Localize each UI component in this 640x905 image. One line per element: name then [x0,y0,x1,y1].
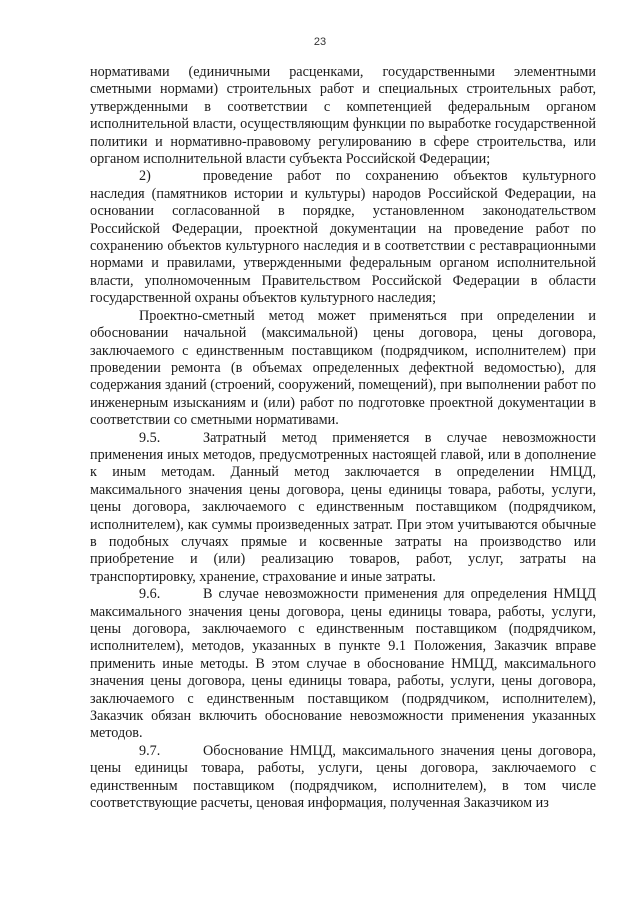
paragraph-text: Затратный метод применяется в случае невозможности применения иных методов, предусмотренных настоящей главой, или в дополнение к иным методам. Данный метод заключается в определении НМЦД, максимального значения цены договора, цены единицы товара, работы, услуги, цены договора, заключаемого с единственным поставщиком (подрядчиком, исполнителем), как суммы произведенных затрат. При этом учитываются обычные в подобных случаях прямые и косвенные затраты на производство или приобретение и (или) реализацию товаров, работ, услуг, затраты на транспортировку, хранение, страхование и иные затраты. [90,429,596,585]
paragraph-text: В случае невозможности применения для определения НМЦД максимального значения цены договора, цены единицы товара, работы, услуги, цены договора, заключаемого с единственным поставщиком (подрядчиком, исполнителем), методов, указанных в пункте 9.1 Положения, Заказчик вправе применить иные методы. В этом случае в обоснование НМЦД, максимального значения цены договора, цены единицы товара, работы, услуги, цены договора, заключаемого с единственным поставщиком (подрядчиком, исполнителем), Заказчик обязан включить обоснование невозможности применения указанных методов. [90,586,596,742]
section-number: 9.6. [139,586,161,603]
page-number: 23 [313,36,327,48]
paragraph-1 [90,64,596,168]
paragraph-text: нормативами (единичными расценками, государственными элементными сметными нормами) строительных работ и специальных строительных работ, утвержденными в соответствии с компетенцией федеральным органом исполнительной власти, осуществляющим функции по выработке государственной политики и нормативно-правовому регулированию в сфере строительства, или органом исполнительной власти субъекта Российской Федерации; [90,64,596,168]
paragraph-text: Обоснование НМЦД, максимального значения цены договора, цены единицы товара, работы, услуги, цены договора, заключаемого с единственным поставщиком (подрядчиком, исполнителем), в том числе соответствующие расчеты, ценовая информация, полученная Заказчиком из [90,742,596,812]
paragraph-text: проведение работ по сохранению объектов культурного наследия (памятников истории и культуры) народов Российской Федерации, на основании согласованной в порядке, установленном законодательством Российской Федерации, проектной документации на проведение работ по сохранению объектов культурного наследия и в соответствии с реставрационными нормами и правилами, утвержденными федеральным органом исполнительной власти, уполномоченным Правительством Российской Федерации в области государственной охраны объектов культурного наследия; [90,168,596,307]
section-9-7 [90,743,596,813]
paragraph-2 [90,168,596,307]
section-9-6 [90,586,596,743]
document-body [90,64,596,812]
section-number: 9.7. [139,742,161,759]
section-9-5 [90,430,596,587]
list-item-number: 2) [139,168,151,185]
section-number: 9.5. [139,429,161,446]
paragraph-text: Проектно-сметный метод может применяться при определении и обосновании начальной (максимальной) цены договора, цены договора, заключаемого с единственным поставщиком (подрядчиком, исполнителем) при проведении ремонта (в объемах определенных дефектной ведомостью), для содержания зданий (строений, сооружений, помещений), при выполнении работ по инженерным изысканиям и (или) работ по подготовке проектной документации в соответствии со сметными нормативами. [90,307,596,429]
paragraph-3 [90,308,596,430]
